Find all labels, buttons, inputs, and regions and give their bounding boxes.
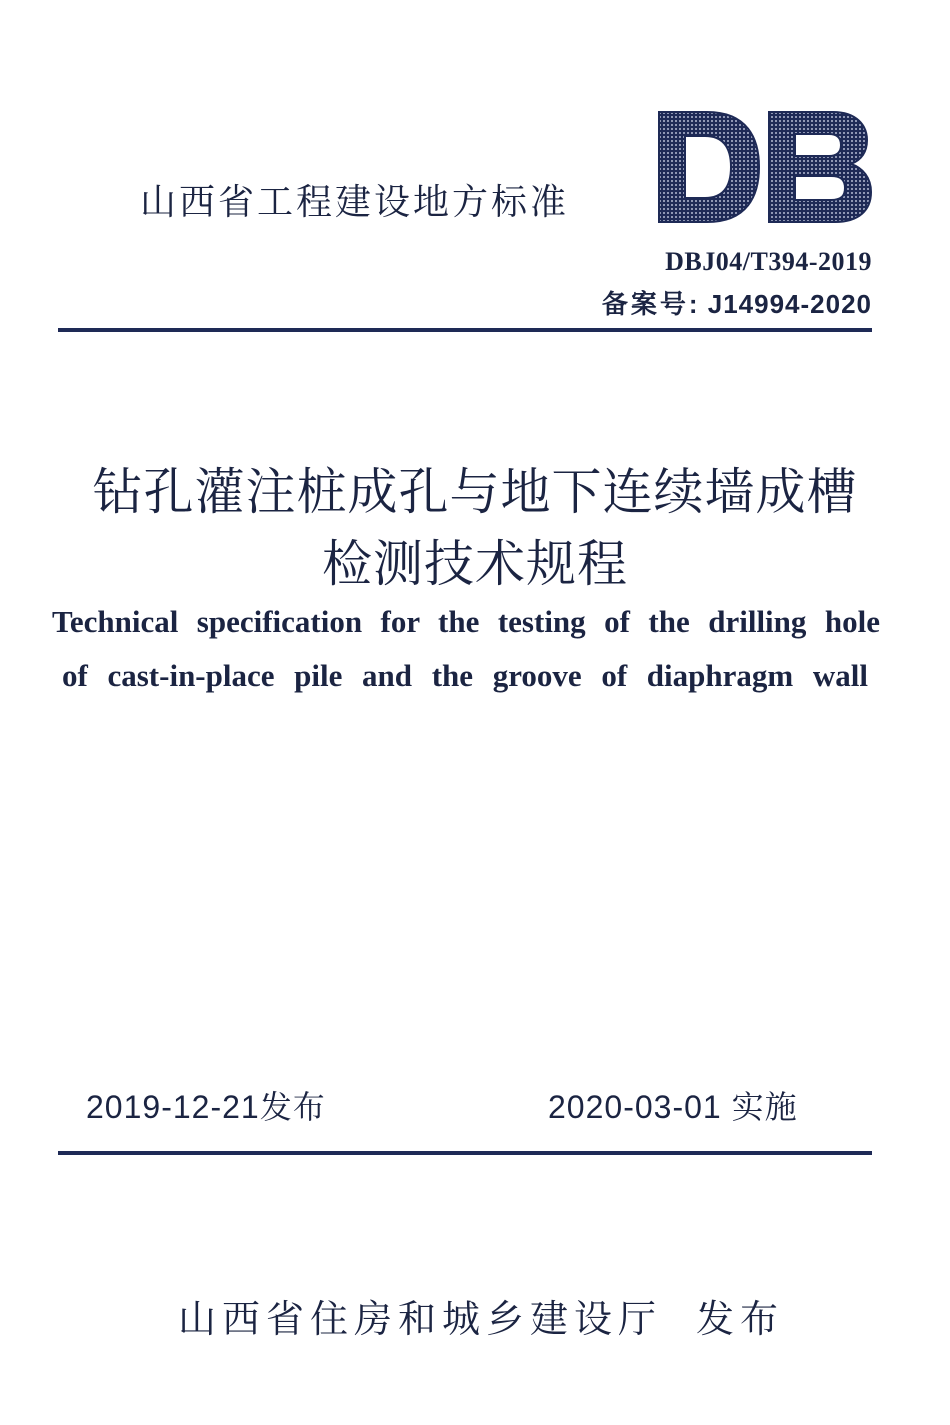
title-en-line1: Technical specification for the testing of the drilling hole [52, 604, 880, 639]
issue-date: 2019-12-21发布 [86, 1089, 326, 1125]
bottom-divider [58, 1151, 872, 1155]
title-cn-line2: 检测技术规程 [322, 535, 628, 593]
publisher-name: 山西省住房和城乡建设厅 [178, 1297, 663, 1341]
record-number: J14994-2020 [707, 289, 872, 319]
implementation-date: 2020-03-01 实施 [548, 1089, 798, 1125]
title-en-line2: of cast-in-place pile and the groove of diaphragm wall [62, 658, 868, 693]
standard-code: DBJ04/T394-2019 [665, 247, 872, 276]
db-logo [655, 108, 873, 226]
top-divider [58, 328, 872, 332]
title-cn-line1: 钻孔灌注桩成孔与地下连续墙成槽 [92, 463, 858, 521]
record-number-line [602, 284, 872, 321]
publisher-line [178, 1288, 784, 1343]
standard-category: 山西省工程建设地方标准 [140, 182, 570, 223]
record-label: 备案号: [601, 289, 701, 319]
publish-action: 发布 [696, 1297, 785, 1341]
